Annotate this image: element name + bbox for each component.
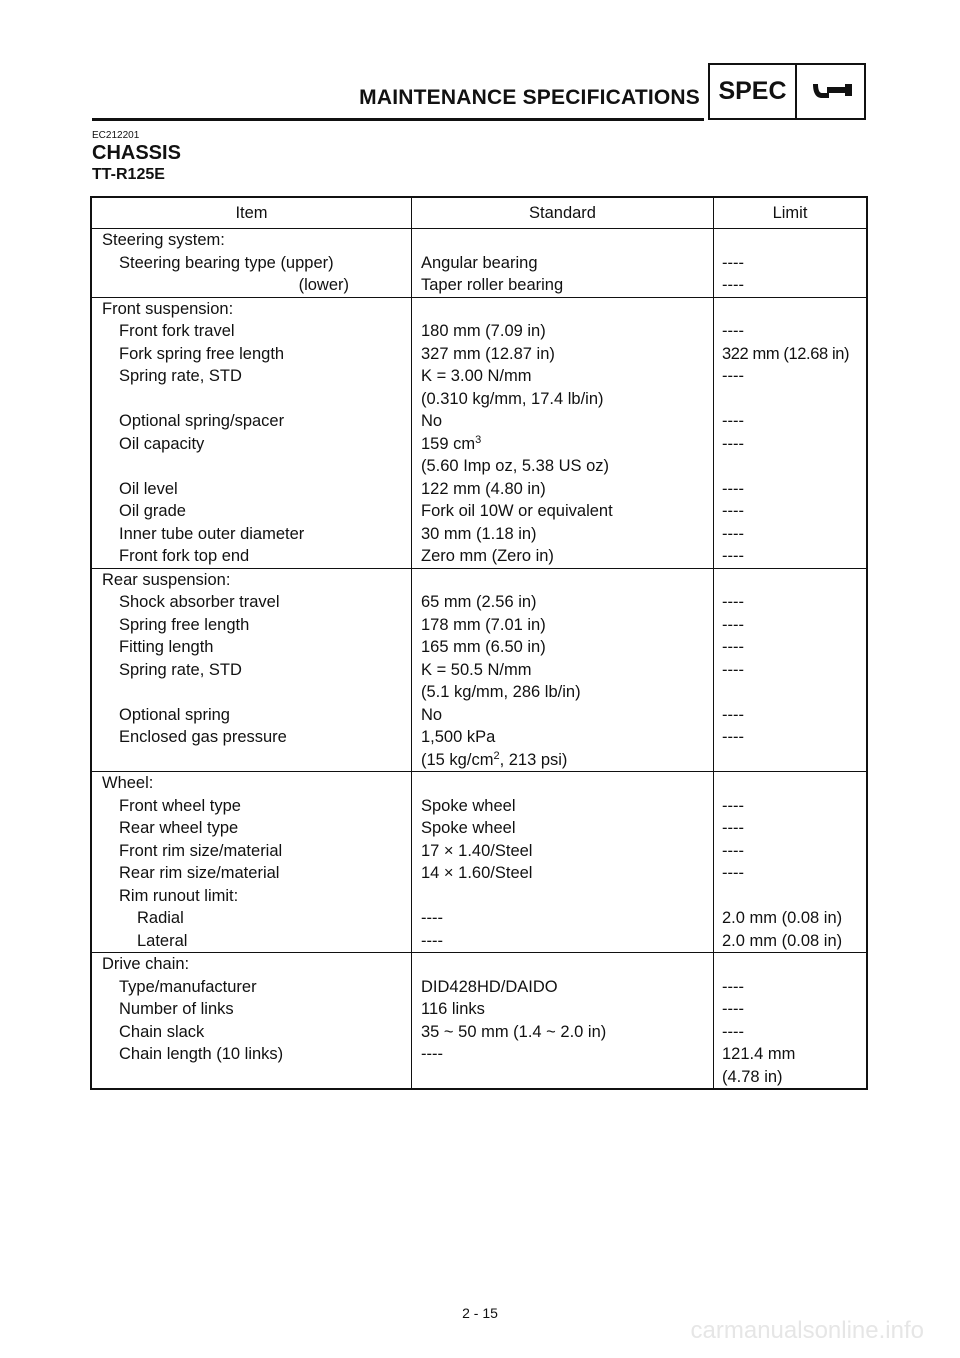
row-item: Rim runout limit:: [119, 886, 239, 905]
row-standard: Angular bearing: [421, 253, 538, 272]
row-limit: ----: [722, 638, 744, 656]
column-header-limit: Limit: [714, 197, 868, 229]
row-limit: ----: [722, 524, 744, 543]
row-limit: ----: [722, 547, 744, 565]
table-header-row: [91, 197, 867, 229]
row-item: Oil level: [119, 479, 178, 498]
row-limit: ----: [722, 796, 744, 815]
row-standard: ----: [421, 931, 443, 950]
row-item: Oil grade: [119, 502, 186, 520]
row-limit: ----: [722, 841, 744, 860]
row-item: Shock absorber travel: [119, 593, 280, 611]
row-item: Lateral: [137, 931, 188, 950]
row-item: Number of links: [119, 1000, 234, 1018]
row-limit: ----: [722, 434, 744, 453]
row-standard: 122 mm (4.80 in): [421, 479, 546, 498]
group-title: Steering system:: [102, 231, 225, 249]
row-item: Enclosed gas pressure: [119, 728, 287, 746]
row-item: (lower): [298, 276, 349, 294]
row-item: Chain slack: [119, 1022, 205, 1041]
row-item: Spring free length: [119, 615, 250, 634]
row-limit: ----: [722, 1000, 744, 1018]
row-limit: ----: [722, 322, 744, 340]
row-limit: ----: [722, 253, 744, 272]
row-standard: (5.1 kg/mm, 286 lb/in): [421, 683, 581, 701]
row-standard: DID428HD/DAIDO: [421, 977, 558, 996]
table-group-wheel: [91, 772, 867, 953]
row-standard: Spoke wheel: [421, 796, 516, 815]
row-item: Front wheel type: [119, 796, 241, 815]
watermark: carmanualsonline.info: [690, 1317, 924, 1344]
model-title: TT-R125E: [92, 166, 165, 183]
row-standard: K = 3.00 N/mm: [421, 367, 532, 385]
row-item: Front fork top end: [119, 547, 250, 565]
section-code: EC212201: [92, 130, 140, 141]
row-standard: (15 $kg/cm^2$, 213 psi): [421, 749, 568, 769]
row-standard: 178 mm (7.01 in): [421, 615, 546, 634]
row-standard: (0.310 kg/mm, 17.4 lb/in): [421, 389, 604, 408]
row-limit: ----: [722, 367, 744, 385]
row-standard: 180 mm (7.09 in): [421, 322, 546, 340]
row-limit: ----: [722, 412, 744, 430]
spec-badge: [708, 63, 866, 120]
row-standard: 65 mm (2.56 in): [421, 593, 537, 611]
section-title: CHASSIS: [92, 142, 181, 164]
chassis-spec-table: [90, 196, 868, 1090]
row-limit: 2.0 mm (0.08 in): [722, 909, 843, 927]
row-standard: No: [421, 412, 443, 430]
group-title: Drive chain:: [102, 955, 190, 973]
row-standard: Taper roller bearing: [421, 276, 564, 294]
row-limit: ----: [722, 977, 744, 996]
row-standard: 116 links: [421, 1000, 485, 1018]
row-limit: ----: [722, 593, 744, 611]
row-item: Spring rate, STD: [119, 367, 242, 385]
row-standard: Fork oil 10W or equivalent: [421, 502, 613, 520]
row-standard: (5.60 Imp oz, 5.38 US oz): [421, 457, 610, 475]
spec-label: SPEC: [710, 65, 797, 118]
row-limit: ----: [722, 1022, 744, 1041]
row-limit: 2.0 mm (0.08 in): [722, 931, 843, 950]
row-limit: ----: [722, 864, 744, 882]
page-number: 2 - 15: [462, 1305, 498, 1321]
row-limit: ----: [722, 728, 744, 746]
row-item: Type/manufacturer: [119, 977, 257, 996]
row-item: Optional spring/spacer: [119, 412, 285, 430]
row-standard: Zero mm (Zero in): [421, 547, 554, 565]
row-limit: 121.4 mm: [722, 1045, 796, 1063]
row-standard: K = 50.5 N/mm: [421, 660, 532, 679]
row-standard: 30 mm (1.18 in): [421, 524, 537, 543]
row-item: Front fork travel: [119, 322, 235, 340]
row-standard: Spoke wheel: [421, 819, 516, 837]
group-title: Rear suspension:: [102, 570, 231, 589]
row-limit: 322 mm (12.68 in): [722, 344, 850, 363]
row-item: Inner tube outer diameter: [119, 524, 305, 543]
row-item: Oil capacity: [119, 434, 205, 453]
row-standard: ----: [421, 1045, 443, 1063]
row-item: Fork spring free length: [119, 344, 285, 363]
table-group-steering: [91, 229, 867, 298]
row-limit: ----: [722, 276, 744, 294]
table-group-drive-chain: [91, 953, 867, 1090]
group-title: Front suspension:: [102, 299, 234, 318]
row-standard: 165 mm (6.50 in): [421, 638, 546, 656]
group-title: Wheel:: [102, 774, 154, 792]
row-item: Chain length (10 links): [119, 1045, 284, 1063]
row-standard: 14 × 1.60/Steel: [421, 864, 533, 882]
row-standard: 1,500 kPa: [421, 728, 496, 746]
row-standard: 327 mm (12.87 in): [421, 344, 555, 363]
row-standard: 17 × 1.40/Steel: [421, 841, 533, 860]
column-header-standard: Standard: [412, 197, 714, 229]
page-header-title: MAINTENANCE SPECIFICATIONS: [359, 86, 700, 109]
row-standard: ----: [421, 909, 443, 927]
row-standard: 35 ~ 50 mm (1.4 ~ 2.0 in): [421, 1022, 607, 1041]
row-limit: ----: [722, 660, 744, 679]
row-limit: ----: [722, 819, 744, 837]
row-item: Radial: [137, 909, 184, 927]
row-item: Fitting length: [119, 638, 214, 656]
row-limit: (4.78 in): [722, 1067, 783, 1086]
row-item: Spring rate, STD: [119, 660, 242, 679]
wrench-icon: [797, 65, 864, 118]
table-group-front-suspension: [91, 297, 867, 568]
row-limit: ----: [722, 502, 744, 520]
header-rule: [92, 118, 704, 121]
row-standard: No: [421, 705, 443, 724]
row-item: Optional spring: [119, 705, 230, 724]
row-item: Rear rim size/material: [119, 864, 280, 882]
row-item: Rear wheel type: [119, 819, 239, 837]
row-item: Front rim size/material: [119, 841, 283, 860]
column-header-item: Item: [91, 197, 412, 229]
row-limit: ----: [722, 479, 744, 498]
row-limit: ----: [722, 705, 744, 724]
row-item: Steering bearing type (upper): [119, 253, 334, 272]
table-group-rear-suspension: [91, 568, 867, 772]
row-limit: ----: [722, 615, 744, 634]
row-standard: 159 $cm^3$: [421, 433, 482, 453]
